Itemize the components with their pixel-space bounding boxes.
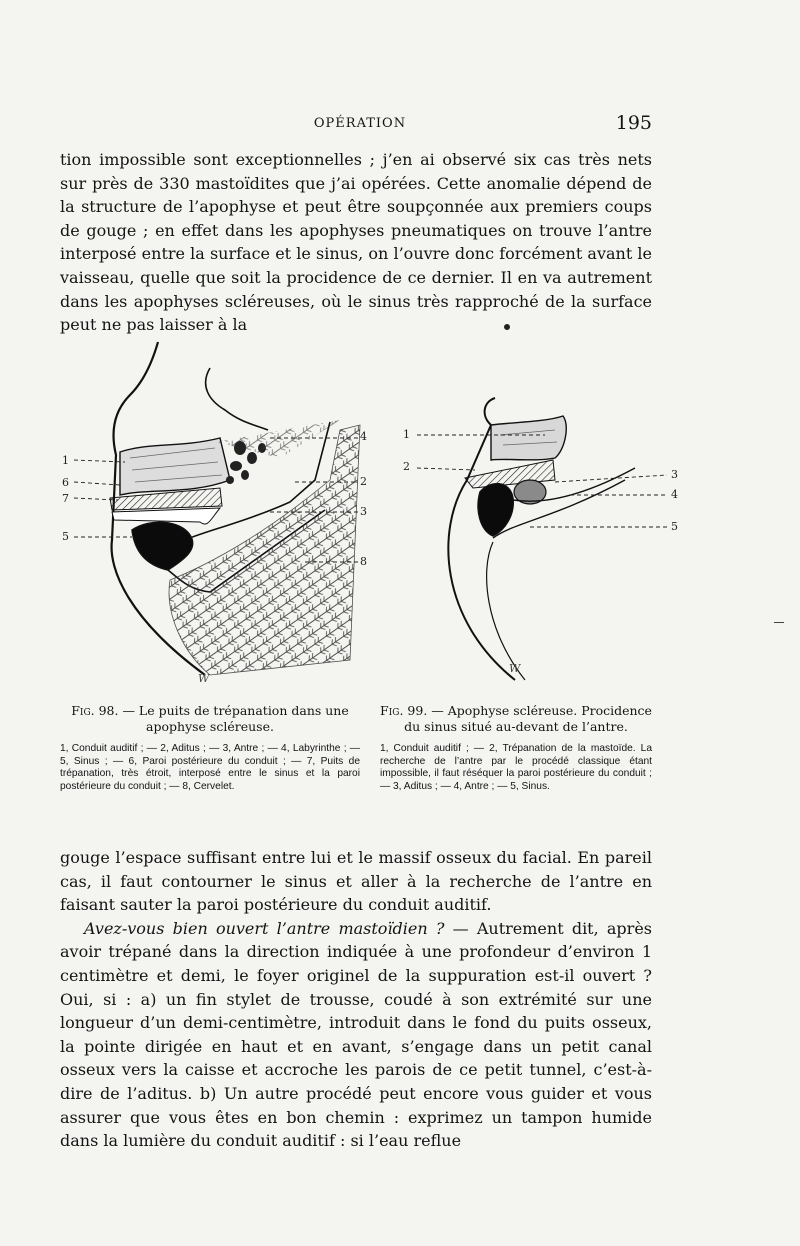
question-heading: Avez-vous bien ouvert l’antre mastoïdien ?	[84, 918, 445, 938]
paragraph-top: tion impossible sont exceptionnelles ; j’en ai observé six cas très nets sur près de 330 mastoïdites que j’ai opérées. Cette anomalie dépend de la structure de l’apophyse et peut être soupçonnée aux premiers coups de gouge ; en effet dans les apophyses pneumatiques on trouve l’antre interposé entre la surface et le sinus, on l’ouvre donc forcément avant le vaisseau, quelle que soit la procidence de ce dernier. Il en va autrement dans les apophyses scléreuses, où le sinus très rapproché de la surface peut ne pas laisser à la	[60, 150, 652, 335]
running-title: OPÉRATION	[313, 116, 407, 131]
figure-99-caption	[380, 703, 652, 793]
callout-3: 3	[671, 468, 678, 481]
figure-number: Fig. 98.	[71, 703, 119, 718]
engraver-signature: W	[509, 662, 521, 675]
callout-1: 1	[403, 428, 410, 441]
auditory-canal	[491, 416, 566, 460]
figure-title: — Apophyse scléreuse. Procidence du sinus situé au-devant de l’antre.	[404, 703, 652, 734]
trepanation-well	[112, 508, 220, 524]
callout-2: 2	[360, 475, 367, 488]
callout-6: 6	[62, 476, 69, 489]
margin-mark	[774, 622, 784, 623]
sinus-shape	[132, 522, 193, 570]
figure-legend: 1, Conduit auditif ; — 2, Aditus ; — 3, Antre ; — 4, Labyrinthe ; — 5, Sinus ; — 6, Paroi postérieure du conduit ; — 7, Puits de trépanation, très étroit, interposé entre le sinus et la paroi postérieure du conduit ; — 8, Cervelet.	[60, 743, 360, 792]
callout-1: 1	[62, 454, 69, 467]
engraver-signature: W	[198, 672, 210, 685]
callout-7: 7	[62, 492, 69, 505]
figure-99-svg	[395, 330, 685, 700]
figure-title: — Le puits de trépanation dans une apophyse scléreuse.	[118, 703, 349, 734]
callout-8: 8	[360, 555, 367, 568]
callout-2: 2	[403, 460, 410, 473]
paragraph-question	[60, 917, 652, 1153]
caption-title	[60, 703, 360, 735]
question-body: — Autrement dit, après avoir trépané dans la direction indiquée à une profondeur d’environ 1 centimètre et demi, le foyer originel de la suppuration est-il ouvert ? Oui, si : a) un fin stylet de trousse, coudé à son extrémité sur une longueur d’un demi-centimètre, introduit dans le fond du puits osseux, la pointe dirigée en haut et en avant, s’engage dans un petit canal osseux vers la caisse et accroche les parois de ce petit tunnel, c’est-à-dire de l’aditus. b) Un autre procédé peut encore vous guider et vous assurer que vous êtes en bon chemin : exprimez un tampon humide dans la lumière du conduit auditif : si l’eau reflue	[60, 918, 653, 1151]
ear-contour	[206, 368, 268, 430]
body-text-bottom	[60, 846, 652, 1153]
paragraph-continued: gouge l’espace suffisant entre lui et le massif osseux du facial. En pareil cas, il faut contourner le sinus et aller à la recherche de l’antre en faisant sauter la paroi postérieure du conduit auditif.	[60, 848, 652, 915]
figure-99-illustration	[395, 330, 685, 700]
figure-98-svg	[40, 330, 370, 700]
sinus-shape	[478, 484, 513, 536]
figure-legend: 1, Conduit auditif ; — 2, Trépanation de la mastoïde. La recherche de l’antre par le procédé classique étant impossible, il faut réséquer la paroi postérieure du conduit ; — 3, Aditus ; — 4, Antre ; — 5, Sinus.	[380, 743, 652, 792]
running-head	[60, 112, 660, 136]
figure-98-illustration	[40, 330, 370, 700]
figure-number: Fig. 99.	[380, 703, 428, 718]
caption-title	[380, 703, 652, 735]
callout-4: 4	[360, 430, 367, 443]
callout-3: 3	[360, 505, 367, 518]
page-number: 195	[615, 112, 652, 134]
figure-98-caption	[60, 703, 360, 793]
callout-5: 5	[62, 530, 69, 543]
auditory-canal	[120, 438, 230, 495]
figures-row	[40, 330, 780, 700]
callout-5: 5	[671, 520, 678, 533]
callout-4: 4	[671, 488, 678, 501]
